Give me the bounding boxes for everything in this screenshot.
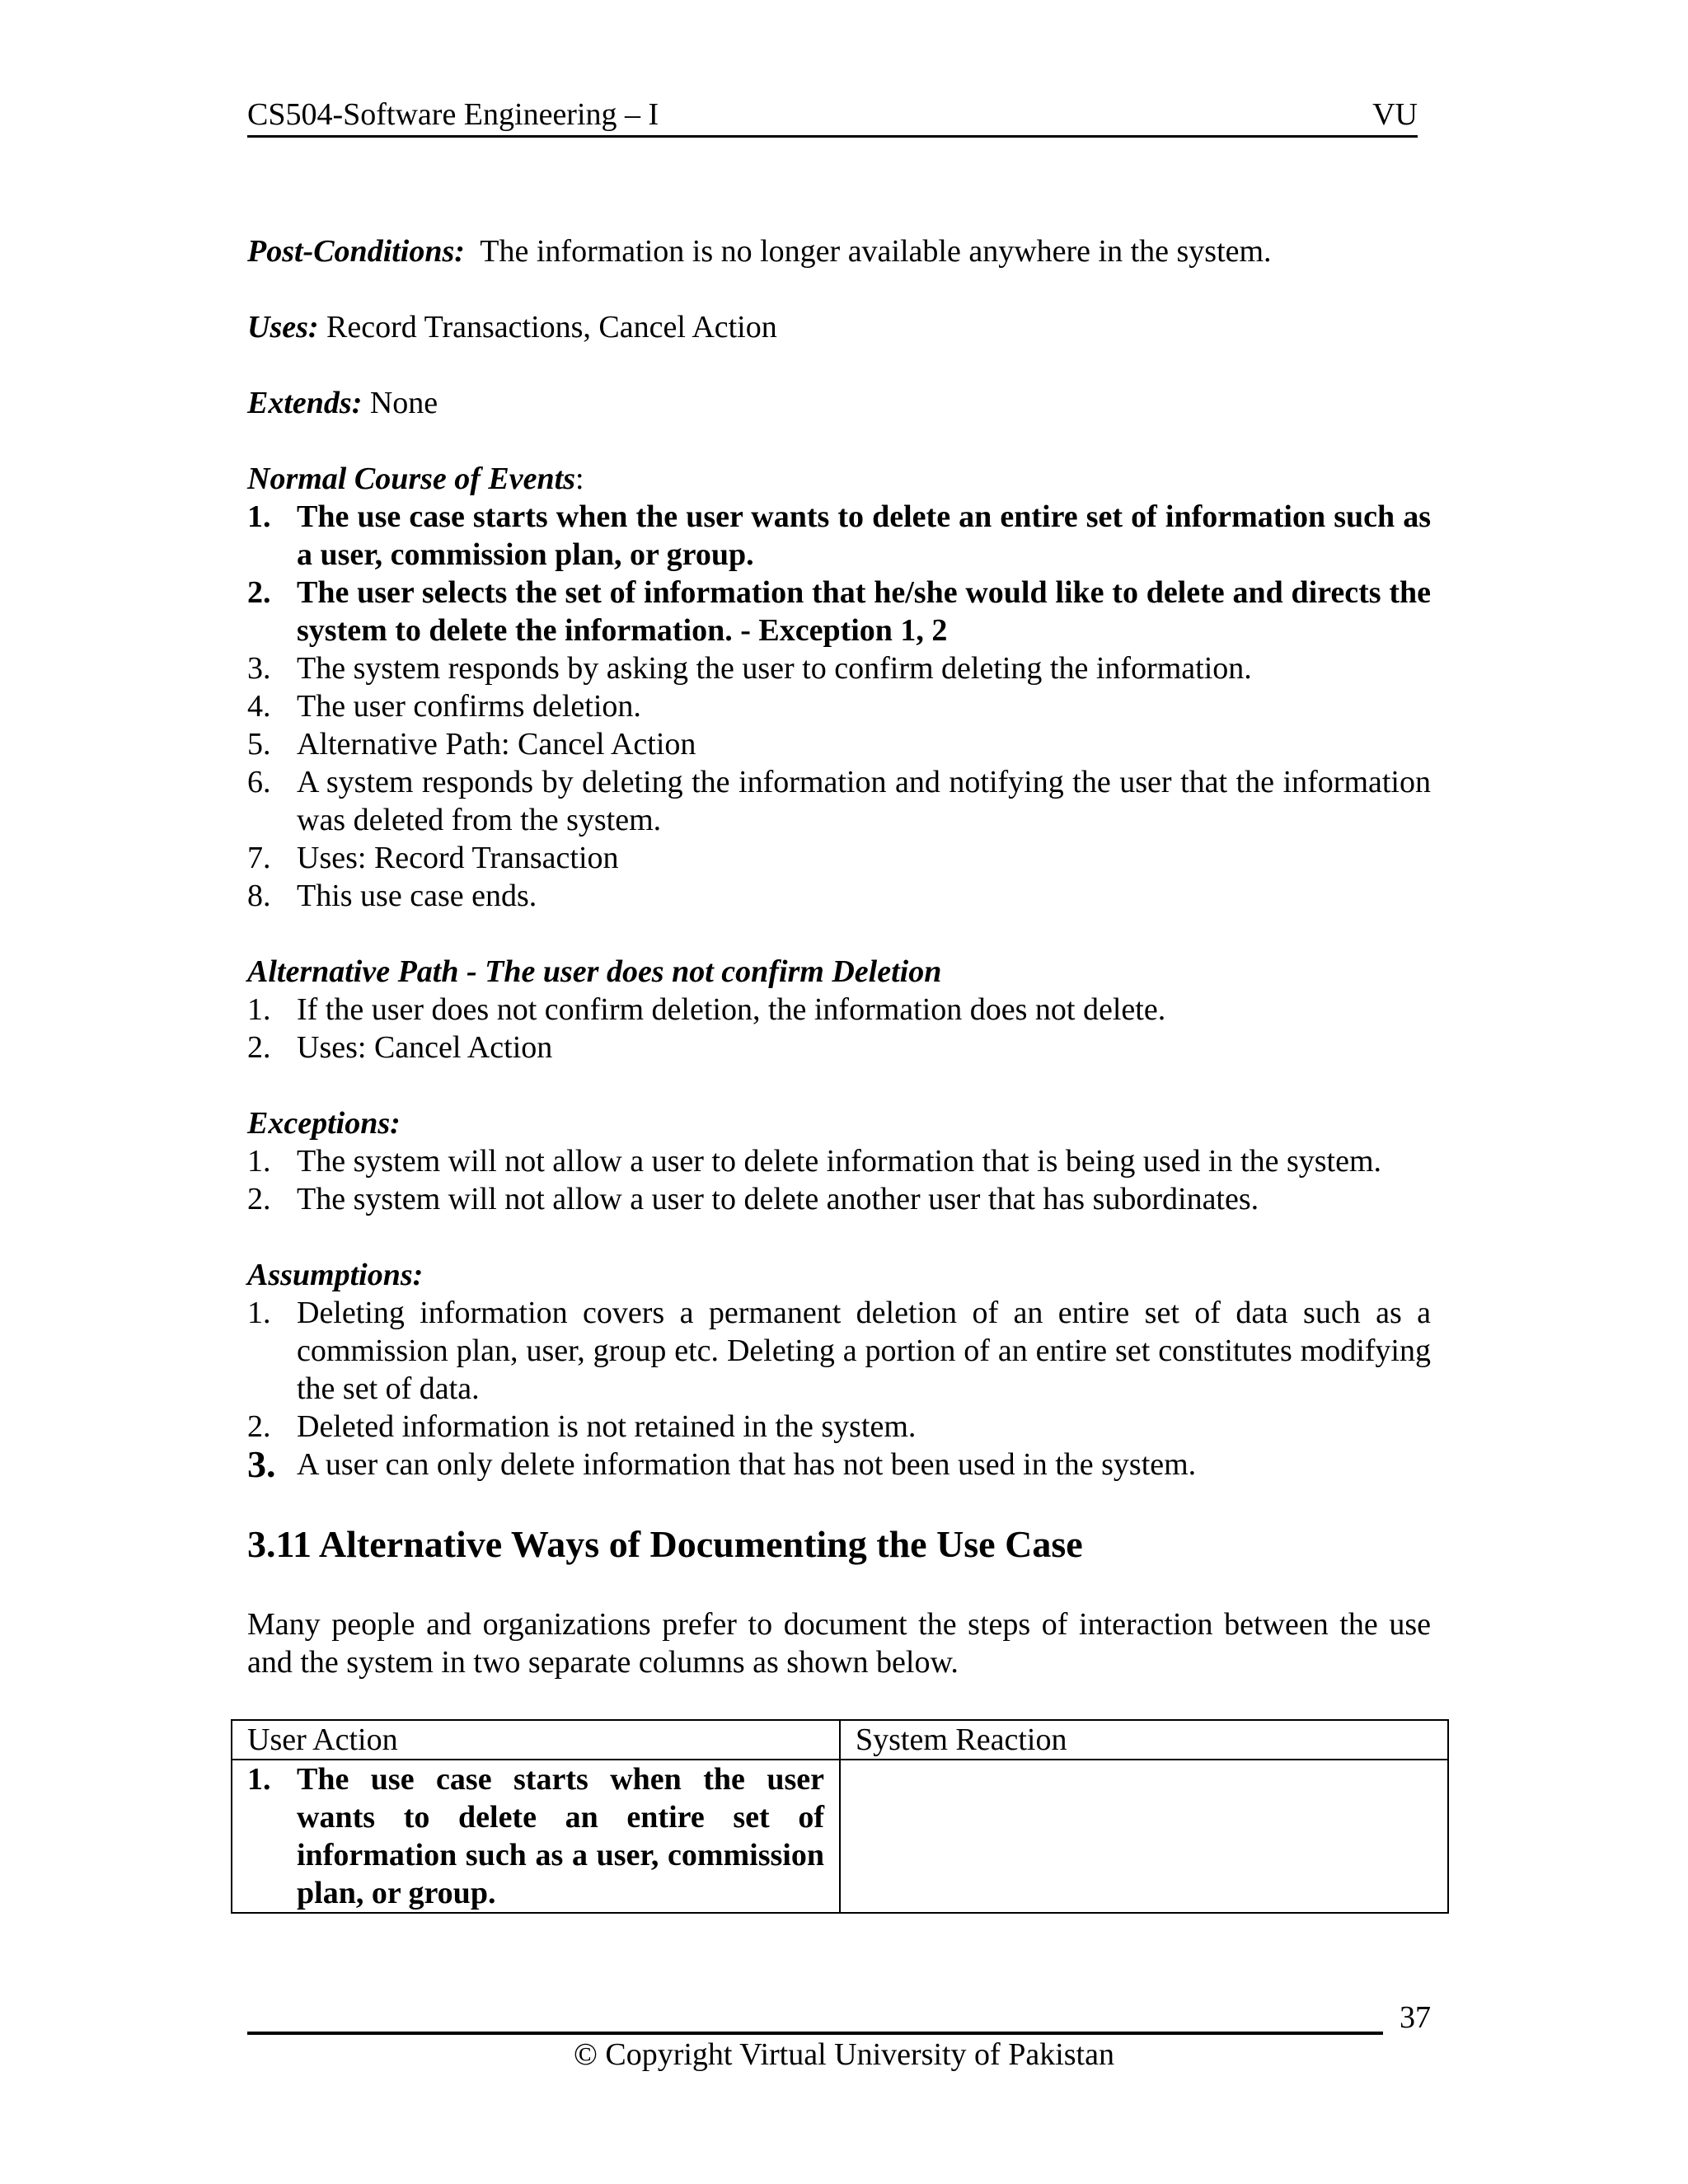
- normal-course-list: [247, 498, 1431, 915]
- list-item: 7. Uses: Record Transaction: [247, 841, 619, 875]
- table-cell-user: 1. The use case starts when the user wants to delete an entire set of information such as a user, commission plan, or group.: [232, 1760, 840, 1913]
- assumptions-heading: Assumptions:: [247, 1258, 424, 1292]
- extends: [247, 384, 1431, 422]
- uses: [247, 308, 1431, 346]
- course-title: CS504-Software Engineering – I: [247, 97, 659, 132]
- list-item: 1. The system will not allow a user to delete information that is being used in the system.: [247, 1144, 1382, 1179]
- list-item: 4. The user confirms deletion.: [247, 689, 641, 724]
- footer-rule: [247, 2032, 1383, 2035]
- running-header: [247, 94, 1418, 138]
- assumptions-list: [247, 1294, 1431, 1483]
- uses-text: Record Transactions, Cancel Action: [326, 310, 777, 344]
- list-item: 3. The system responds by asking the user to confirm deleting the information.: [247, 651, 1252, 686]
- list-item: 2. Uses: Cancel Action: [247, 1030, 553, 1065]
- list-item: 6. A system responds by deleting the information and notifying the user that the information was deleted from the system.: [247, 765, 1431, 837]
- section-intro: Many people and organizations prefer to document the steps of interaction between the use and the system in two separate columns as shown below.: [247, 1607, 1431, 1680]
- section-heading: 3.11 Alternative Ways of Documenting the Use Case: [247, 1523, 1083, 1565]
- list-item: 2. The system will not allow a user to delete another user that has subordinates.: [247, 1182, 1259, 1216]
- list-item: 8. This use case ends.: [247, 879, 537, 913]
- list-item: 3. A user can only delete information that has not been used in the system.: [247, 1443, 1197, 1485]
- list-item: 5. Alternative Path: Cancel Action: [247, 727, 696, 762]
- post-conditions-label: Post-Conditions:: [247, 234, 465, 269]
- extends-text: None: [369, 386, 438, 420]
- interaction-table: [231, 1719, 1449, 1914]
- post-conditions: [247, 232, 1431, 270]
- copyright-notice: © Copyright Virtual University of Pakistan: [573, 2037, 1114, 2072]
- normal-course-colon: :: [574, 462, 584, 496]
- exceptions-heading: Exceptions:: [247, 1106, 401, 1141]
- column-header-system-reaction: System Reaction: [840, 1720, 1448, 1760]
- alternative-path-list: [247, 991, 1431, 1066]
- post-conditions-text: The information is no longer available anywhere in the system.: [480, 234, 1272, 269]
- list-item: 1. Deleting information covers a permanent deletion of an entire set of data such as a commission plan, user, group etc. Deleting a portion of an entire set constitutes modifying the set of data.: [247, 1296, 1431, 1406]
- column-header-user-action: User Action: [232, 1720, 840, 1760]
- exceptions-list: [247, 1142, 1431, 1218]
- page-number: 37: [1400, 2000, 1431, 2035]
- table-row: [232, 1760, 1448, 1913]
- list-item: 2. The user selects the set of information that he/she would like to delete and directs the system to delete the information. - Exception 1, 2: [247, 575, 1431, 648]
- uses-label: Uses:: [247, 310, 319, 344]
- table-cell-system: [840, 1760, 1448, 1913]
- page-content: [247, 232, 1431, 1914]
- normal-course-label: Normal Course of Events: [247, 462, 575, 496]
- list-item: 1. If the user does not confirm deletion, the information does not delete.: [247, 992, 1166, 1027]
- table-header-row: [232, 1720, 1448, 1760]
- list-item: 2. Deleted information is not retained in the system.: [247, 1409, 917, 1444]
- institution-abbrev: VU: [1372, 97, 1418, 132]
- list-item: 1. The use case starts when the user wants to delete an entire set of information such as a user, commission plan, or group.: [247, 499, 1431, 572]
- normal-course-heading: [247, 460, 1431, 498]
- extends-label: Extends:: [247, 386, 363, 420]
- alternative-path-heading: Alternative Path - The user does not confirm Deletion: [247, 954, 942, 989]
